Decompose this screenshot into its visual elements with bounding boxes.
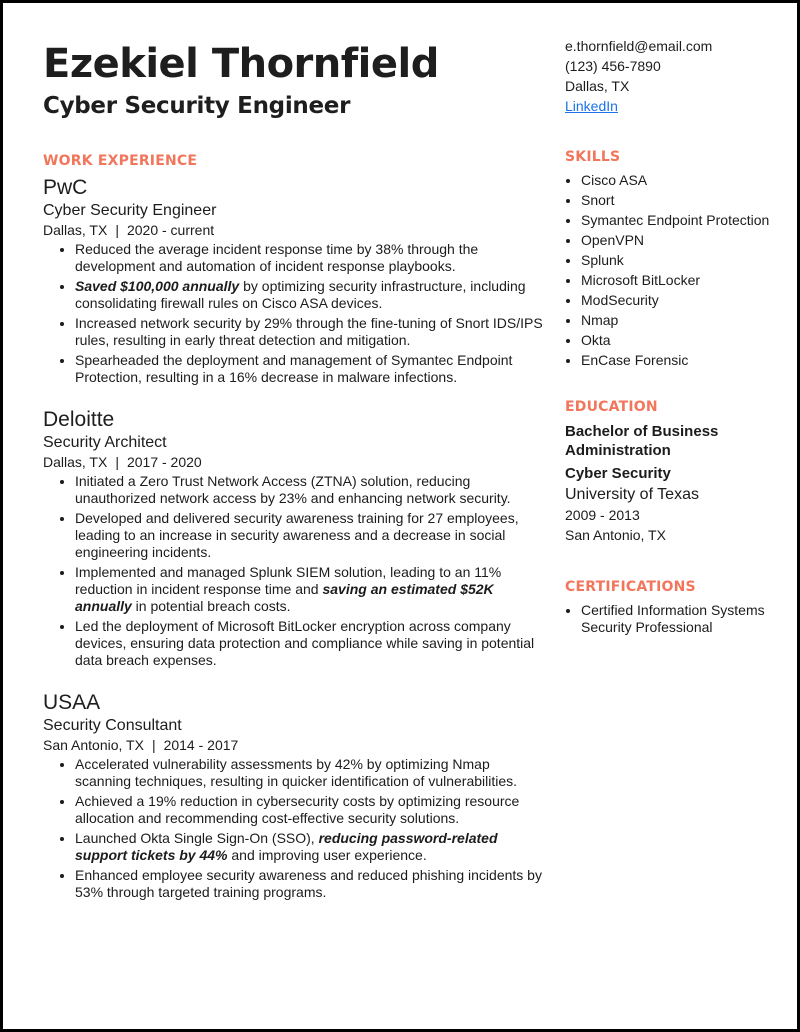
bullet-text: Launched Okta Single Sign-On (SSO), [75,830,319,846]
education-degree: Bachelor of Business Administration [565,423,719,459]
job-meta [43,453,543,471]
job-bullets [43,473,543,669]
skills-list [565,172,785,369]
skill-item: • Microsoft BitLocker [581,272,785,289]
job-company: USAA [43,691,101,714]
bullet-text: Accelerated vulnerability assessments by 42% by optimizing Nmap scanning techniques, resulting in quicker identification of vulnerabilities. [75,756,518,789]
education-dates: 2009 - 2013 [565,507,640,523]
job-meta-separator: | [115,454,119,470]
job-bullet [75,618,543,669]
bullet-text: and improving user experience. [227,847,427,863]
job-bullet [75,756,543,790]
job-location: Dallas, TX [43,222,108,238]
jobs-list [43,175,543,901]
job-entry [43,175,543,386]
job-bullet [75,473,543,507]
highlight-text: reducing password-related support tickets by 44% [75,830,498,863]
job-role: Cyber Security Engineer [43,202,217,219]
job-bullet [75,830,543,864]
job-location: San Antonio, TX [43,737,144,753]
job-bullets [43,241,543,386]
certifications-list [565,602,785,636]
job-meta [43,736,543,754]
contact-location: Dallas, TX [565,78,630,94]
highlight-text: saving an estimated $52K annually [75,581,494,614]
education-location: San Antonio, TX [565,527,666,543]
job-meta [43,221,543,239]
skill-item: • EnCase Forensic [581,352,785,369]
skill-item: • Snort [581,192,785,209]
bullet-text: Initiated a Zero Trust Network Access (ZTNA) solution, reducing unauthorized network access by 23% and enhancing network security. [75,473,511,506]
contact-email: e.thornfield@email.com [565,38,713,54]
skill-item: • Nmap [581,312,785,329]
skill-item: • Cisco ASA [581,172,785,189]
bullet-text: Implemented and managed Splunk SIEM solution, leading to an 11% reduction in incident response time and [75,564,502,597]
job-dates: 2020 - current [126,222,215,238]
job-bullet [75,867,543,901]
highlight-text: Saved $100,000 annually [75,278,240,294]
bullet-text: Increased network security by 29% through the fine-tuning of Snort IDS/IPS rules, resulting in early threat detection and mitigation. [75,315,543,348]
sidebar-column [565,36,785,639]
bullet-text: in potential breach costs. [131,598,291,614]
skill-item: • OpenVPN [581,232,785,249]
skill-item: • Okta [581,332,785,349]
bullet-text: Developed and delivered security awareness training for 27 employees, leading to an increase in security awareness and a decrease in social engineering incidents. [75,510,519,560]
bullet-text: Led the deployment of Microsoft BitLocker encryption across company devices, ensuring data protection and compliance while saving in potential data breach expenses. [75,618,535,668]
bullet-text: Achieved a 19% reduction in cybersecurity costs by optimizing resource allocation and recommending cost-effective security solutions. [75,793,520,826]
bullet-text: Enhanced employee security awareness and reduced phishing incidents by 53% through targeted training programs. [75,867,542,900]
job-meta-separator: | [115,222,119,238]
job-bullet [75,793,543,827]
job-location: Dallas, TX [43,454,108,470]
job-role: Security Consultant [43,717,182,734]
linkedin-link[interactable]: LinkedIn [565,98,618,114]
job-bullet [75,510,543,561]
skills-heading: SKILLS [565,149,621,165]
job-bullets [43,756,543,901]
job-bullet [75,352,543,386]
education-school: University of Texas [565,486,699,503]
contact-block [565,36,785,116]
candidate-title: Cyber Security Engineer [43,93,351,119]
job-dates: 2017 - 2020 [126,454,202,470]
candidate-name: Ezekiel Thornfield [43,41,439,87]
education-heading: EDUCATION [565,399,658,415]
bullet-text: Spearheaded the deployment and management of Symantec Endpoint Protection, resulting in a 16% decrease in malware infections. [75,352,513,385]
job-company: Deloitte [43,408,115,431]
work-experience-heading: WORK EXPERIENCE [43,153,198,169]
job-dates: 2014 - 2017 [163,737,239,753]
job-company: PwC [43,176,88,199]
education-field: Cyber Security [565,465,671,482]
job-bullet [75,241,543,275]
job-bullet [75,315,543,349]
certifications-heading: CERTIFICATIONS [565,579,696,595]
contact-phone: (123) 456-7890 [565,58,661,74]
main-column [43,39,543,904]
job-meta-separator: | [151,737,156,753]
skill-item: • Splunk [581,252,785,269]
bullet-text: by optimizing security infrastructure, including consolidating firewall rules on Cisco ASA devices. [75,278,526,311]
skill-item: • Symantec Endpoint Protection [581,212,785,229]
job-bullet [75,278,543,312]
skill-item: • ModSecurity [581,292,785,309]
job-bullet [75,564,543,615]
job-entry [43,407,543,669]
bullet-text: Reduced the average incident response time by 38% through the development and automation of incident response playbooks. [75,241,479,274]
job-entry [43,690,543,901]
job-role: Security Architect [43,434,167,451]
certification-item: • Certified Information Systems Security Professional [581,602,785,636]
